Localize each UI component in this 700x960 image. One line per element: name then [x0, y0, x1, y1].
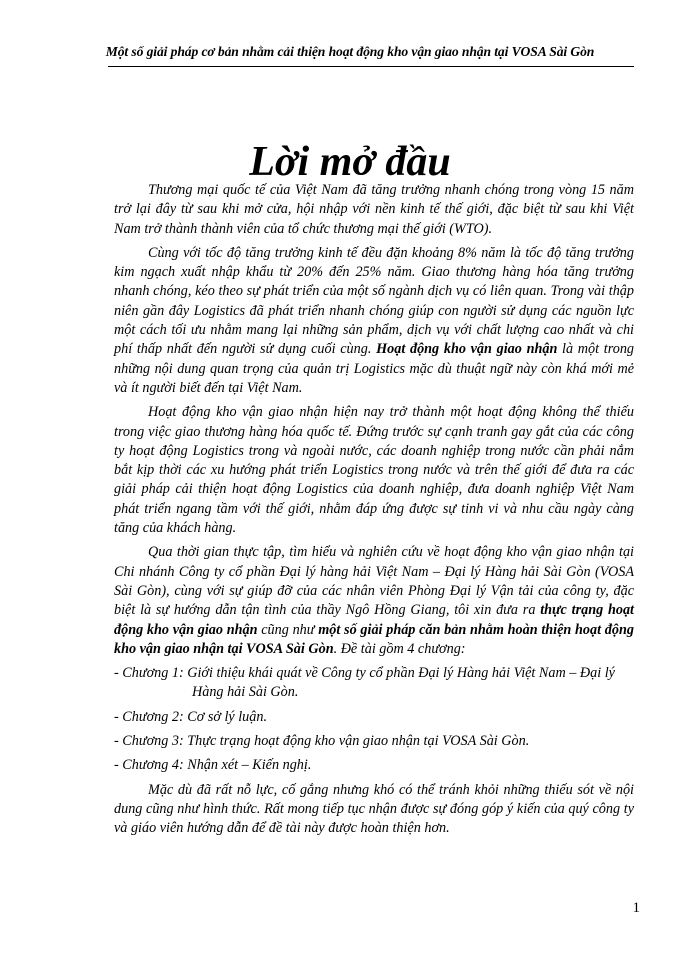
emphasis-term: Hoạt động kho vận giao nhận: [376, 341, 558, 358]
emphasis-status: thực trạng hoạt động kho vận giao nhận: [114, 602, 634, 638]
chapter-list: [114, 664, 634, 775]
paragraph-4: Qua thời gian thực tập, tìm hiểu và nghiên cứu về hoạt động kho vận giao nhận tại Chi nhánh Công ty cổ phần Đại lý hàng hải Việt Nam – Đại lý Hàng hải Sài Gòn (VOSA Sài Gòn), cùng với sự giúp đỡ của các nhân viên Phòng Đại lý Vận tải của công ty, đặc biệt là sự hướng dẫn tận tình của thầy Ngô Hồng Giang, tôi xin đưa ra thực trạng hoạt động kho vận giao nhận cũng như một số giải pháp căn bản nhằm hoàn thiện hoạt động kho vận giao nhận tại VOSA Sài Gòn. Đề tài gồm 4 chương:: [114, 544, 634, 657]
chapter-item-2: - Chương 2: Cơ sở lý luận.: [114, 708, 268, 725]
page-number: 1: [632, 900, 640, 916]
paragraph-1: Thương mại quốc tế của Việt Nam đã tăng trưởng nhanh chóng trong vòng 15 năm trở lại đây từ sau khi mở cửa, hội nhập với nền kinh tế thế giới, đặc biệt từ sau khi Việt Nam trở thành thành viên của tổ chức thương mại thế giới (WTO).: [114, 182, 634, 237]
chapter-item-1: - Chương 1: Giới thiệu khái quát về Công ty cổ phần Đại lý Hàng hải Việt Nam – Đại lý Hàng hải Sài Gòn.: [114, 665, 615, 701]
chapter-item-4: - Chương 4: Nhận xét – Kiến nghị.: [114, 757, 312, 774]
paragraph-5: Mặc dù đã rất nỗ lực, cố gắng nhưng khó có thể tránh khỏi những thiếu sót về nội dung cũng như hình thức. Rất mong tiếp tục nhận được sự đóng góp ý kiến của quý công ty và giáo viên hướng dẫn để đề tài này được hoàn thiện hơn.: [114, 781, 634, 837]
paragraph-3: Hoạt động kho vận giao nhận hiện nay trở thành một hoạt động không thể thiếu trong việc giao thương hàng hóa quốc tế. Đứng trước sự cạnh tranh gay gắt của các công ty hoạt động Logistics trong và ngoài nước, các doanh nghiệp trong nước cần phải nắm bắt kịp thời các xu hướng phát triển Logistics trong nước và trên thế giới để đưa ra các giải pháp cải thiện hoạt động Logistics của doanh nghiệp, đưa doanh nghiệp Việt Nam phát triển ngang tầm với thế giới, nhằm đáp ứng được sự tinh vi và nhu cầu ngày càng tăng của khách hàng.: [114, 404, 634, 537]
body-text: [114, 181, 634, 844]
header-divider: [108, 66, 634, 67]
emphasis-solutions: một số giải pháp căn bản nhằm hoàn thiện hoạt động kho vận giao nhận tại VOSA Sài Gòn: [114, 621, 634, 657]
running-header: Một số giải pháp cơ bản nhằm cải thiện hoạt động kho vận giao nhận tại VOSA Sài Gòn: [105, 44, 595, 59]
chapter-item-3: - Chương 3: Thực trạng hoạt động kho vận giao nhận tại VOSA Sài Gòn.: [114, 733, 530, 750]
page-title: Lời mở đầu: [249, 139, 451, 186]
paragraph-2: Cùng với tốc độ tăng trưởng kinh tế đều đặn khoảng 8% năm là tốc độ tăng trưởng kim ngạch xuất nhập khẩu từ 20% đến 25% năm. Giao thương hàng hóa tăng trưởng nhanh chóng, kéo theo sự phát triển của một số ngành dịch vụ có liên quan. Trong vài thập niên gần đây Logistics đã phát triển nhanh chóng giúp con người sử dụng các nguồn lực một cách tối ưu nhằm mang lại những sản phẩm, dịch vụ với chất lượng cao nhất và chi phí thấp nhất đến người sử dụng cuối cùng. Hoạt động kho vận giao nhận là một trong những nội dung quan trọng của quản trị Logistics mặc dù thuật ngữ này còn khá mới mẻ và ít người biết đến tại Việt Nam.: [114, 244, 635, 396]
